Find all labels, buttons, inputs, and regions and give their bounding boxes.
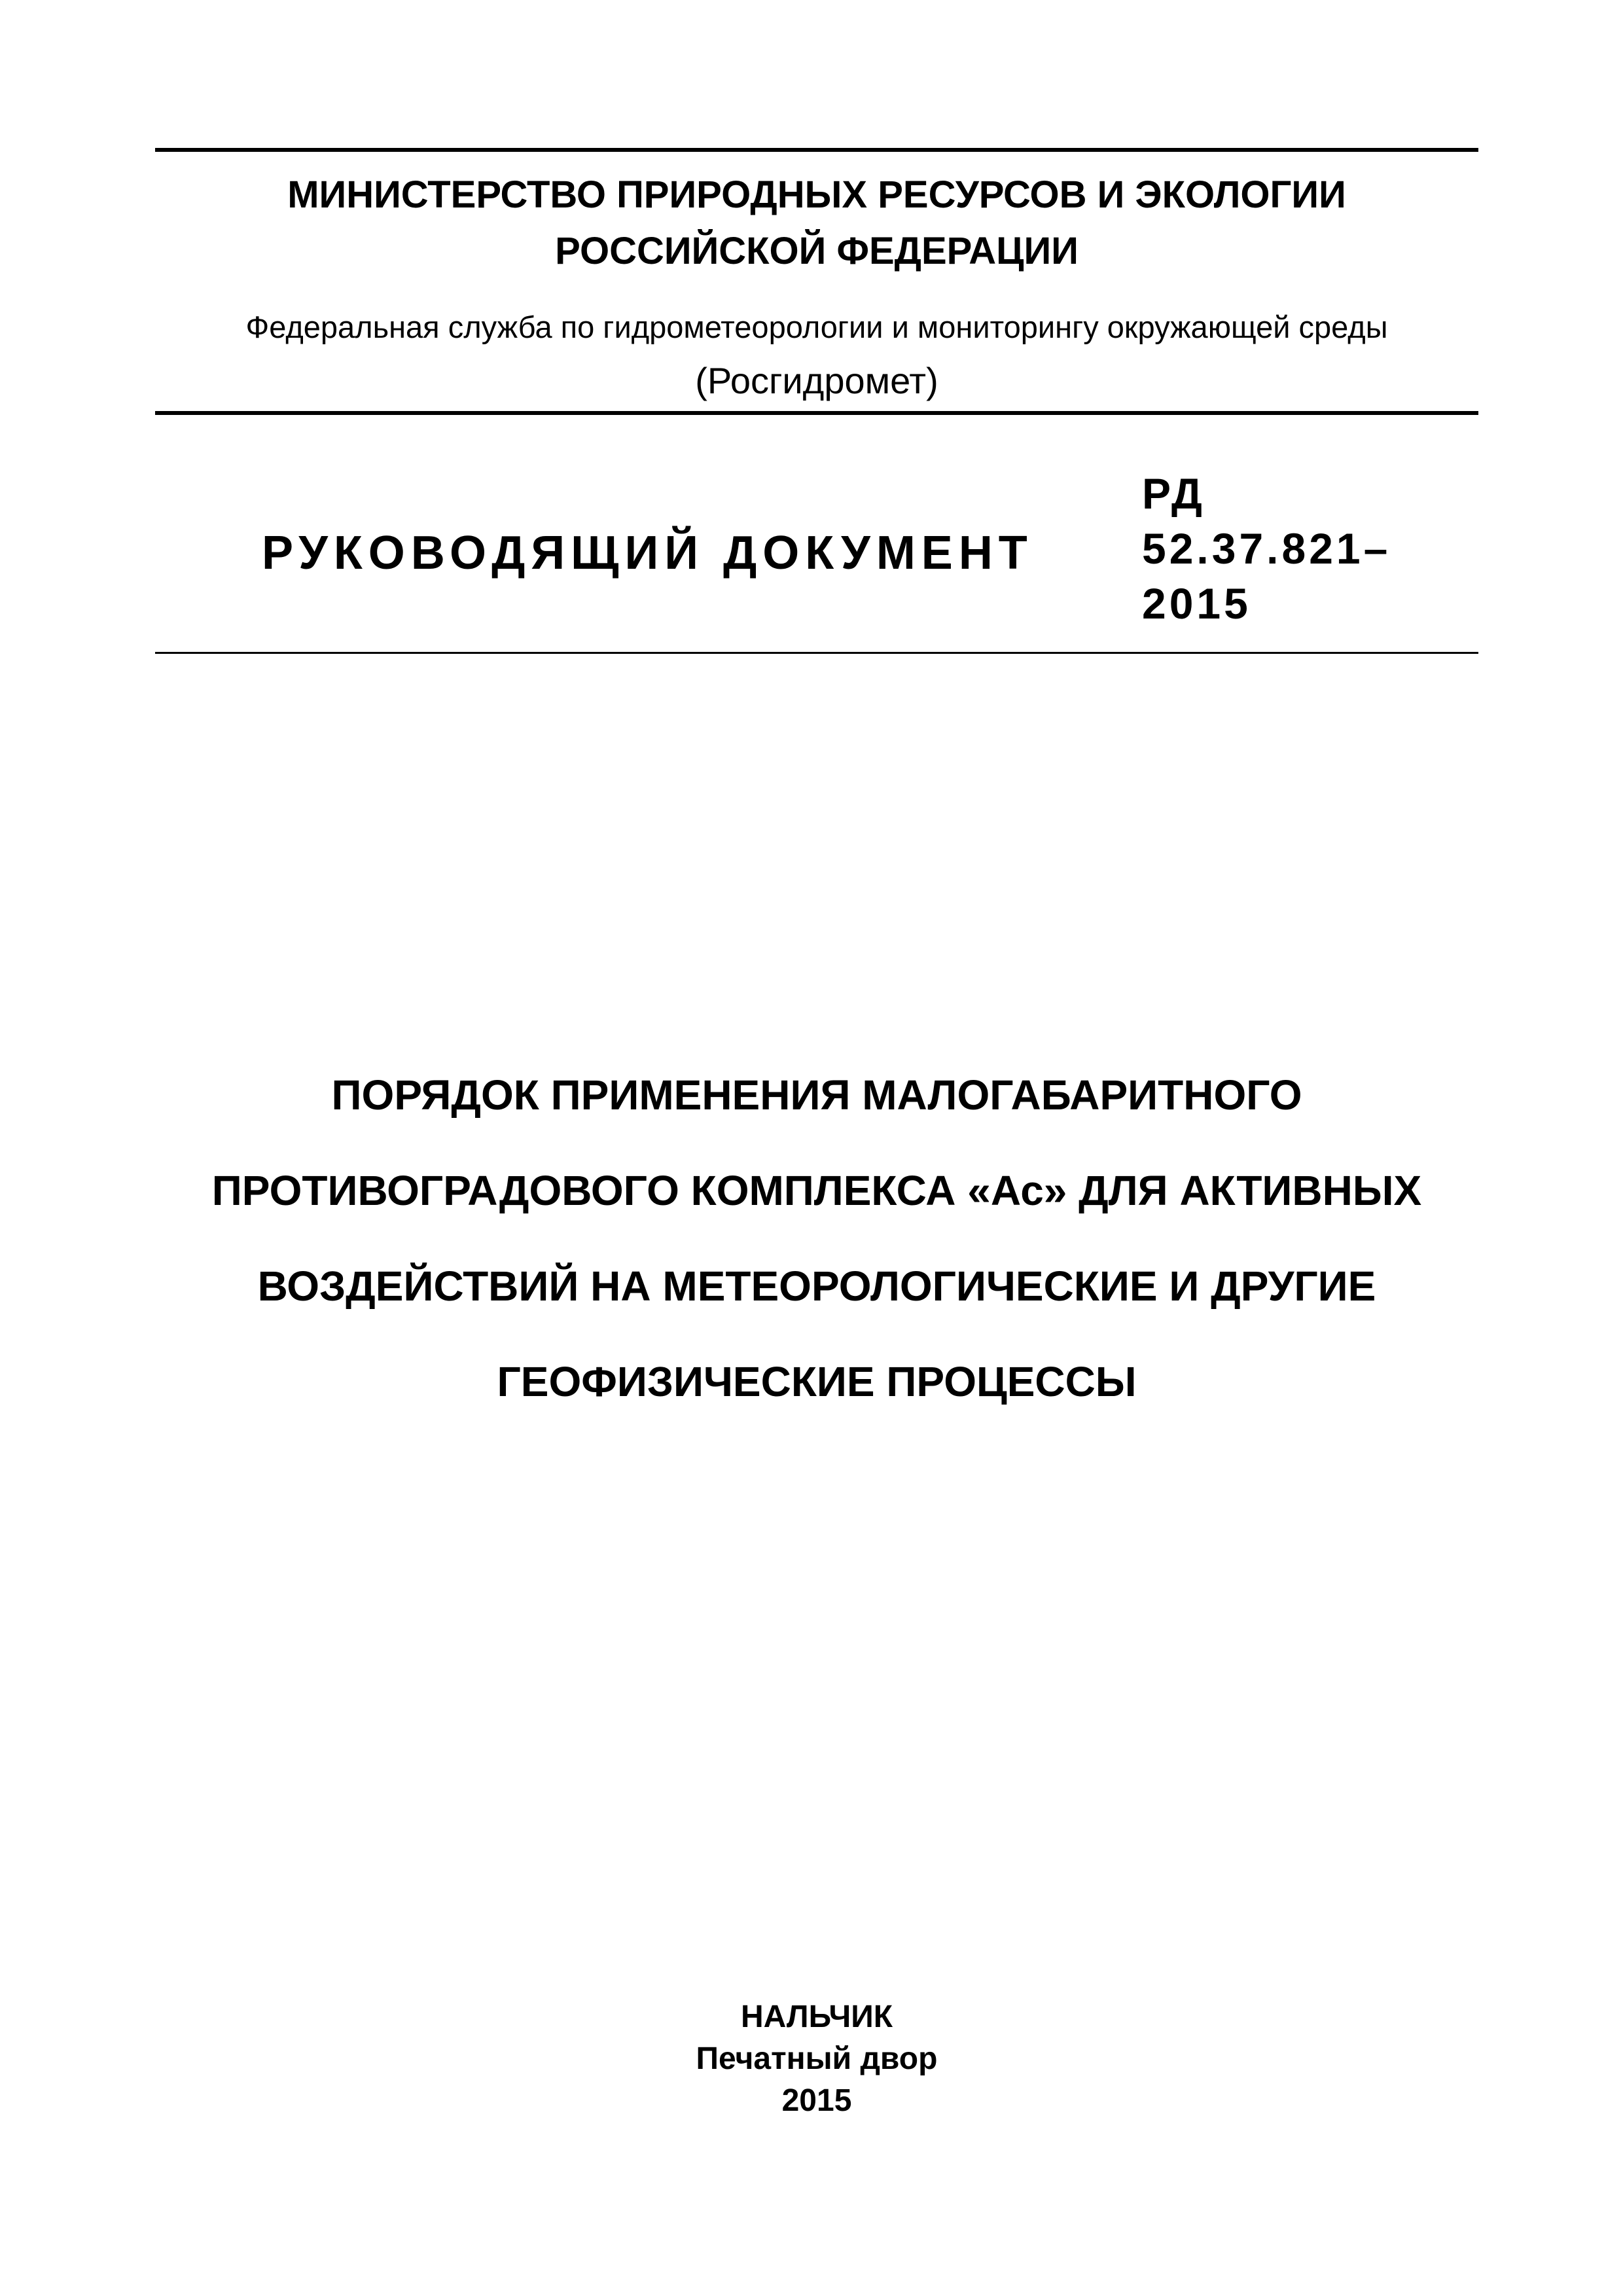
title-line: ПРОТИВОГРАДОВОГО КОМПЛЕКСА «Ас» ДЛЯ АКТИВНЫХ <box>211 1167 1422 1214</box>
header-divider <box>155 411 1478 415</box>
ministry-line: МИНИСТЕРСТВО ПРИРОДНЫХ РЕСУРСОВ И ЭКОЛОГИИ <box>287 173 1346 216</box>
imprint <box>155 1996 1478 2122</box>
document-divider <box>155 652 1478 654</box>
ministry-line: РОССИЙСКОЙ ФЕДЕРАЦИИ <box>555 230 1079 272</box>
imprint-city: НАЛЬЧИК <box>740 2000 893 2034</box>
title-line: ГЕОФИЗИЧЕСКИЕ ПРОЦЕССЫ <box>497 1358 1137 1405</box>
title-line: ПОРЯДОК ПРИМЕНЕНИЯ МАЛОГАБАРИТНОГО <box>331 1071 1302 1119</box>
title-line: ВОЗДЕЙСТВИЙ НА МЕТЕОРОЛОГИЧЕСКИЕ И ДРУГИЕ <box>257 1263 1376 1310</box>
document-number-line: 52.37.821– <box>1142 524 1391 573</box>
imprint-publisher: Печатный двор <box>696 2041 938 2076</box>
document-number <box>1142 466 1391 631</box>
document-title <box>155 1047 1478 1429</box>
document-number-line: РД <box>1142 469 1205 518</box>
top-rule <box>155 148 1478 152</box>
service-short-name: (Росгидромет) <box>695 360 938 401</box>
service-name: Федеральная служба по гидрометеорологии и мониторингу окружающей среды <box>245 310 1388 344</box>
document-type: РУКОВОДЯЩИЙ ДОКУМЕНТ <box>262 527 1033 579</box>
ministry-name <box>155 167 1478 279</box>
imprint-year: 2015 <box>781 2083 852 2118</box>
document-number-line: 2015 <box>1142 579 1251 628</box>
